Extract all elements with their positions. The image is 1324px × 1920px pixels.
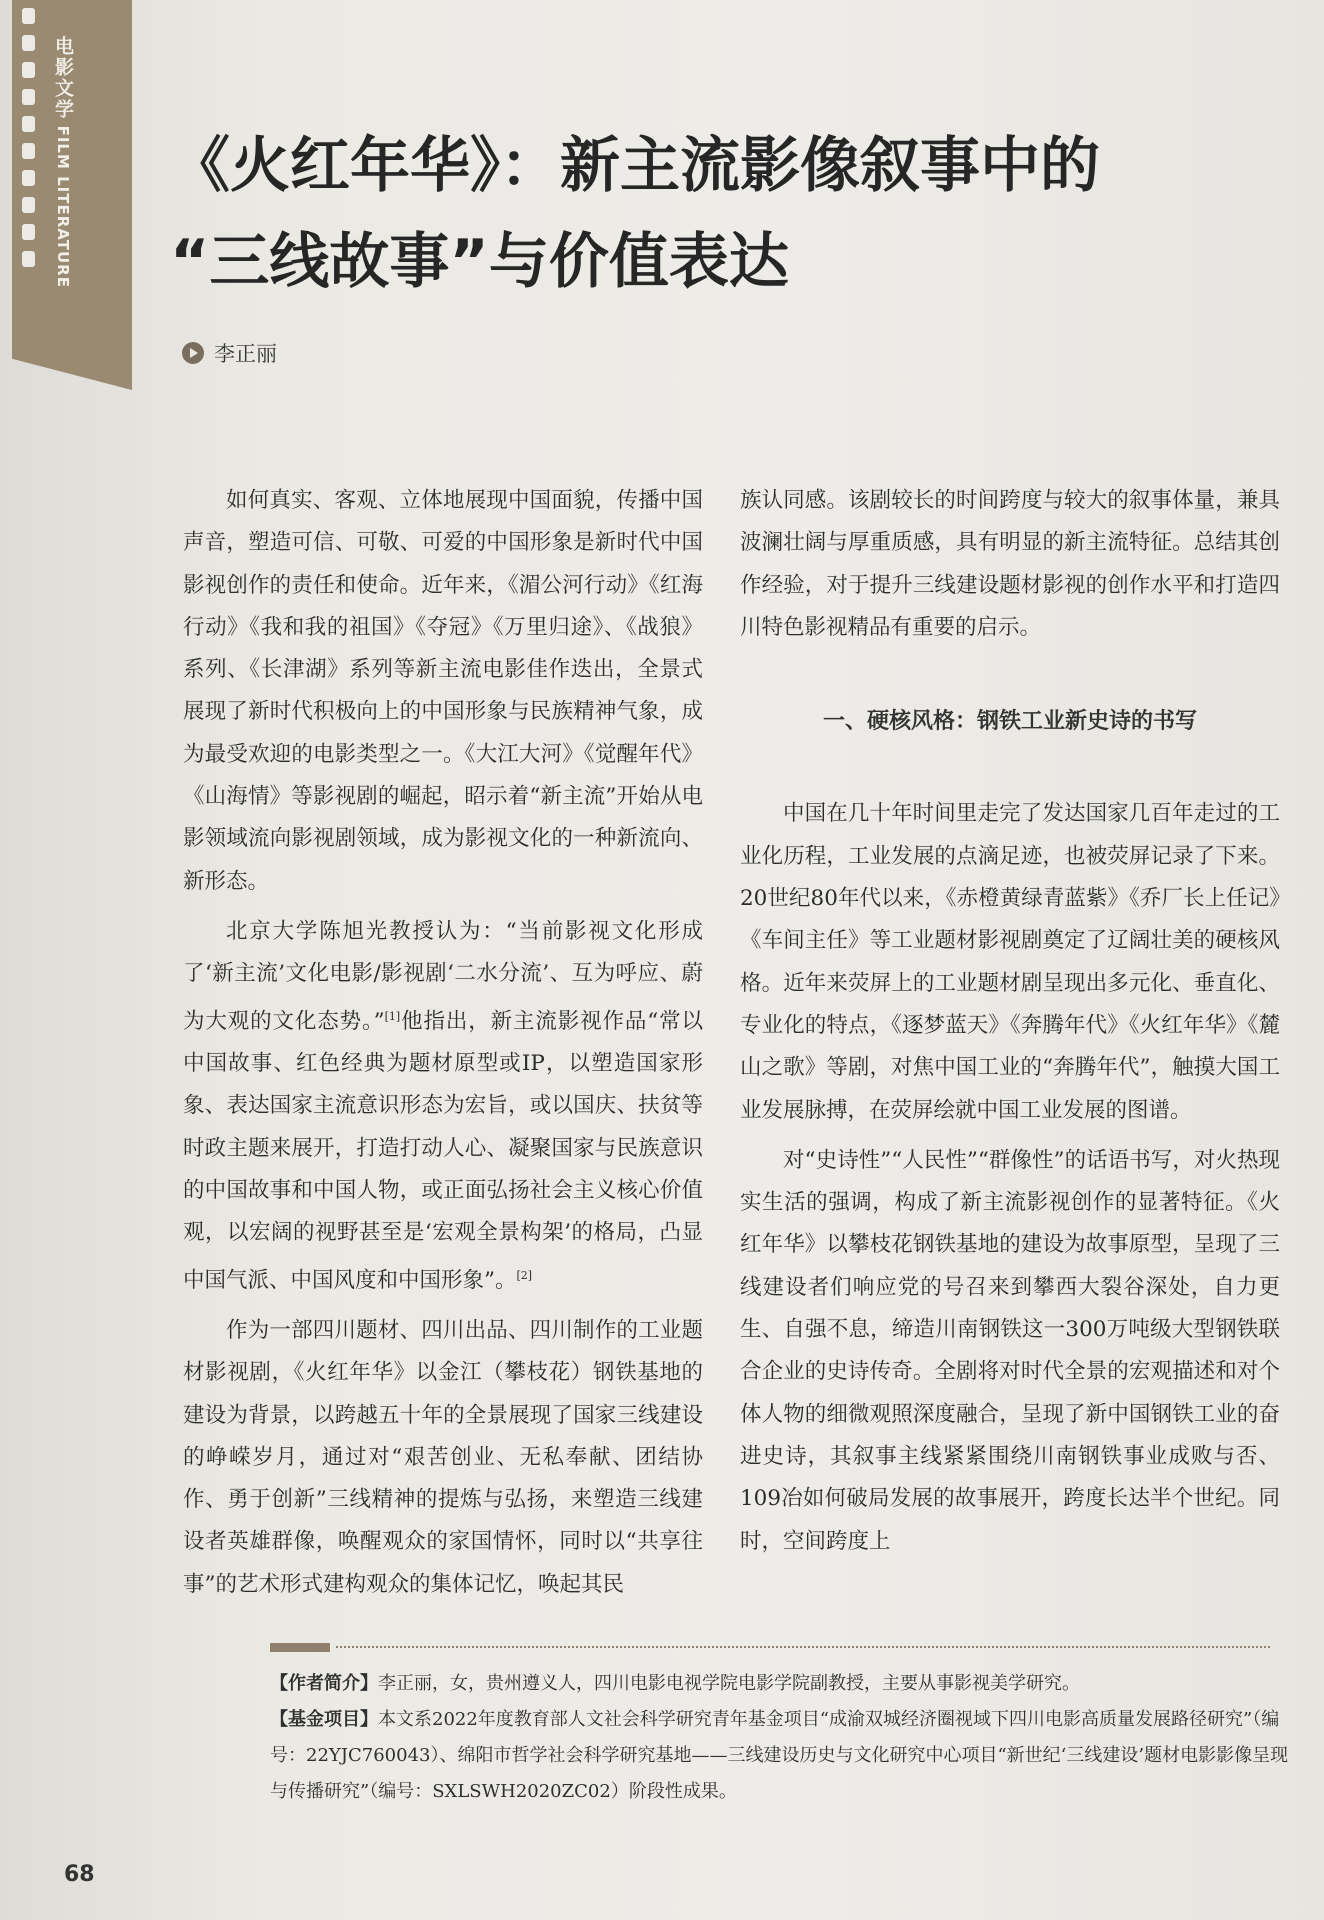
paragraph: 北京大学陈旭光教授认为：“当前影视文化形成了‘新主流’文化电影/影视剧‘二水分流’、互为呼应、蔚为大观的文化态势。”[1]他指出，新主流影视作品“常以中国故事、红色经典为题材原型或IP，以塑造国家形象、表达国家主流意识形态为宏旨，或以国庆、扶贫等时政主题来展开，打造打动人心、凝聚国家与民族意识的中国故事和中国人物，或正面弘扬社会主义核心价值观，以宏阔的视野甚至是‘宏观全景构架’的格局，凸显中国气派、中国风度和中国形象”。[2]: [183, 918, 703, 1293]
journal-name: [52, 36, 72, 288]
footnote-ref: [1]: [384, 1009, 401, 1023]
paragraph: 对“史诗性”“人民性”“群像性”的话语书写，对火热现实生活的强调，构成了新主流影视创作的显著特征。《火红年华》以攀枝花钢铁基地的建设为故事原型，呈现了三线建设者们响应党的号召来到攀西大裂谷深处，自力更生、自强不息，缔造川南钢铁这一300万吨级大型钢铁联合企业的史诗传奇。全剧将对时代全景的宏观描述和对个体人物的细微观照深度融合，呈现了新中国钢铁工业的奋进史诗，其叙事主线紧紧围绕川南钢铁事业成败与否、109冶如何破局发展的故事展开，跨度长达半个世纪。同时，空间跨度上: [740, 1147, 1280, 1554]
play-icon: [182, 342, 204, 364]
paragraph: 中国在几十年时间里走完了发达国家几百年走过的工业化历程，工业发展的点滴足迹，也被荧屏记录了下来。20世纪80年代以来，《赤橙黄绿青蓝紫》《乔厂长上任记》《车间主任》等工业题材影视剧奠定了辽阔壮美的硬核风格。近年来荧屏上的工业题材剧呈现出多元化、垂直化、专业化的特点，《逐梦蓝天》《奔腾年代》《火红年华》《麓山之歌》等剧，对焦中国工业的“奔腾年代”，触摸大国工业发展脉搏，在荧屏绘就中国工业发展的图谱。: [740, 801, 1280, 1123]
page-number: 68: [64, 1862, 95, 1887]
article-title: [170, 118, 1170, 310]
left-column: [183, 480, 703, 1606]
paragraph: 如何真实、客观、立体地展现中国面貌，传播中国声音，塑造可信、可敬、可爱的中国形象是新时代中国影视创作的责任和使命。近年来，《湄公河行动》《红海行动》《我和我的祖国》《夺冠》《万里归途》、《战狼》系列、《长津湖》系列等新主流电影佳作迭出，全景式展现了新时代积极向上的中国形象与民族精神气象，成为最受欢迎的电影类型之一。《大江大河》《觉醒年代》《山海情》等影视剧的崛起，昭示着“新主流”开始从电影领域流向影视剧领域，成为影视文化的一种新流向、新形态。: [183, 488, 703, 894]
author-line: [182, 338, 277, 368]
author-bio: 【作者简介】李正丽，女，贵州遵义人，四川电影电视学院电影学院副教授，主要从事影视美学研究。: [270, 1673, 1080, 1694]
paragraph: 族认同感。该剧较长的时间跨度与较大的叙事体量，兼具波澜壮阔与厚重质感，具有明显的新主流特征。总结其创作经验，对于提升三线建设题材影视的创作水平和打造四川特色影视精品有重要的启示。: [740, 488, 1280, 640]
section-heading: 一、硬核风格：钢铁工业新史诗的书写: [822, 709, 1197, 735]
title-line-1: 《火红年华》：新主流影像叙事中的: [170, 131, 1100, 201]
journal-name-en: FILM LITERATURE: [53, 125, 72, 288]
title-line-2: “三线故事”与价值表达: [170, 227, 789, 297]
author-name: 李正丽: [214, 342, 277, 366]
right-column: [740, 480, 1280, 1563]
film-perforations: [22, 8, 36, 288]
footnote-divider: [270, 1642, 1270, 1652]
paragraph: 作为一部四川题材、四川出品、四川制作的工业题材影视剧，《火红年华》以金江（攀枝花）钢铁基地的建设为背景，以跨越五十年的全景展现了国家三线建设的峥嵘岁月，通过对“艰苦创业、无私奉献、团结协作、勇于创新”三线精神的提炼与弘扬，来塑造三线建设者英雄群像，唤醒观众的家国情怀，同时以“共享往事”的艺术形式建构观众的集体记忆，唤起其民: [183, 1317, 703, 1597]
footnote-ref: [2]: [516, 1268, 533, 1282]
journal-name-cn: 电影文学: [51, 36, 74, 120]
footnotes: [270, 1666, 1290, 1810]
fund-info: 【基金项目】本文系2022年度教育部人文社会科学研究青年基金项目“成渝双城经济圈视域下四川电影高质量发展路径研究”（编号：22YJC760043）、绵阳市哲学社会科学研究基地——三线建设历史与文化研究中心项目“新世纪‘三线建设’题材电影影像呈现与传播研究”（编号：SXLSWH2020ZC02）阶段性成果。: [270, 1709, 1289, 1802]
